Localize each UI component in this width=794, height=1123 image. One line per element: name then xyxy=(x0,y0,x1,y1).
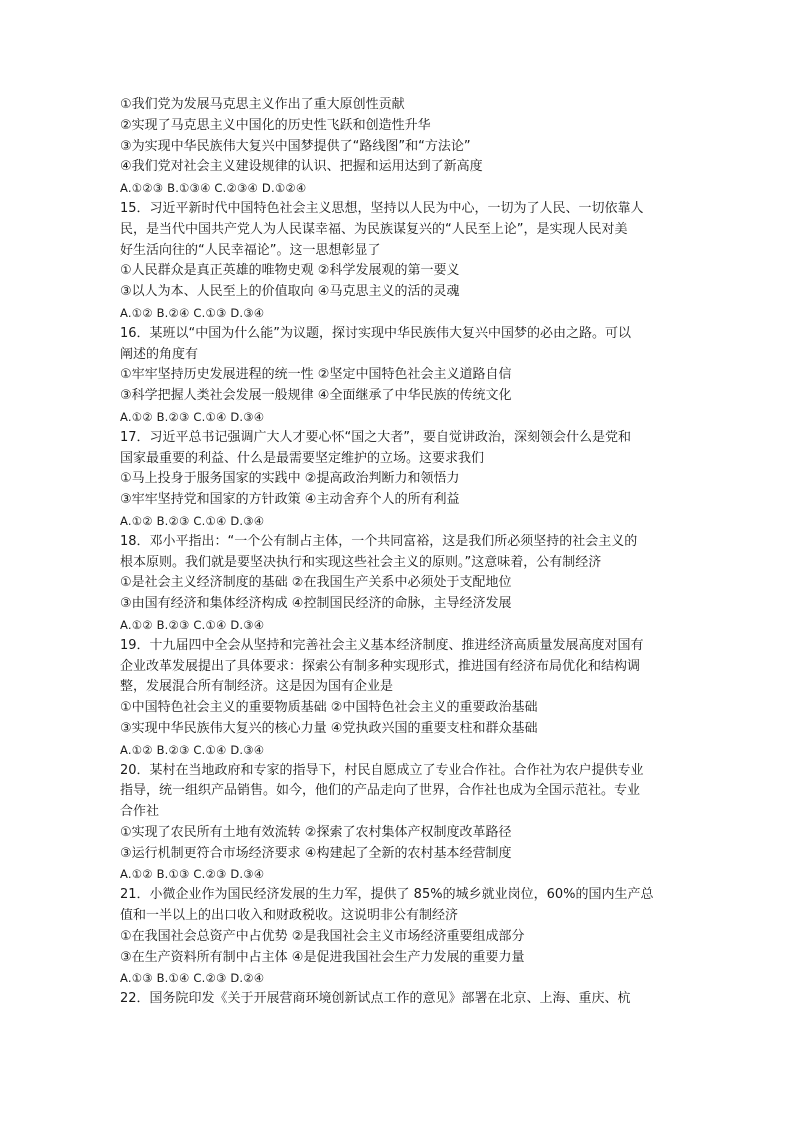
text-line: ③运行机制更符合市场经济要求 ④构建起了全新的农村基本经营制度 xyxy=(120,845,512,861)
answer-options-line: A.①② B.②③ C.①④ D.③④ xyxy=(120,409,265,424)
text-line: ①我们党为发展马克思主义作出了重大原创性贡献 xyxy=(120,97,405,112)
text-line: ③由国有经济和集体经济构成 ④控制国民经济的命脉，主导经济发展 xyxy=(120,596,512,612)
text-line: 国家最重要的利益、什么是最需要坚定维护的立场。这要求我们 xyxy=(120,450,485,466)
text-line: ③实现中华民族伟大复兴的核心力量 ④党执政兴国的重要支柱和群众基础 xyxy=(120,720,538,736)
text-line: ③在生产资料所有制中占主体 ④是促进我国社会生产力发展的重要力量 xyxy=(120,949,525,965)
text-line: 20．某村在当地政府和专家的指导下，村民自愿成立了专业合作社。合作社为农户提供专业 xyxy=(120,762,644,778)
answer-options-line: A.①② B.①③ C.②③ D.③④ xyxy=(120,867,265,882)
text-line: 22．国务院印发《关于开展营商环境创新试点工作的意见》部署在北京、上海、重庆、杭 xyxy=(120,991,631,1007)
text-line: ③为实现中华民族伟大复兴中国梦提供了“路线图”和“方法论” xyxy=(120,138,471,154)
text-line: ④我们党对社会主义建设规律的认识、把握和运用达到了新高度 xyxy=(120,159,483,175)
exam-page xyxy=(120,95,680,1010)
text-line: 17．习近平总书记强调广大人才要心怀“国之大者”，要自觉讲政治，深刻领会什么是党和 xyxy=(120,429,632,445)
text-line: 15．习近平新时代中国特色社会主义思想，坚持以人民为中心，一切为了人民、一切依靠人 xyxy=(120,200,644,216)
text-line: 指导，统一组织产品销售。如今，他们的产品走向了世界，合作社也成为全国示范社。专业 xyxy=(120,783,641,799)
text-line: 企业改革发展提出了具体要求：探索公有制多种实现形式，推进国有经济布局优化和结构调 xyxy=(120,658,641,674)
text-line: 18．邓小平指出：“一个公有制占主体，一个共同富裕，这是我们所必须坚持的社会主义的 xyxy=(120,533,638,549)
text-line: ①马上投身于服务国家的实践中 ②提高政治判断力和领悟力 xyxy=(120,471,460,487)
text-line: 19．十九届四中全会从坚持和完善社会主义基本经济制度、推进经济高质量发展高度对国有 xyxy=(120,637,644,653)
text-line: ①是社会主义经济制度的基础 ②在我国生产关系中必须处于支配地位 xyxy=(120,575,512,591)
answer-options-line: A.①② B.②④ C.①③ D.③④ xyxy=(120,305,265,320)
text-line: ③科学把握人类社会发展一般规律 ④全面继承了中华民族的传统文化 xyxy=(120,388,512,404)
text-line: 整，发展混合所有制经济。这是因为国有企业是 xyxy=(120,679,394,695)
text-line: 16．某班以“中国为什么能”为议题，探讨实现中华民族伟大复兴中国梦的必由之路。可以 xyxy=(120,325,632,341)
text-line: ②实现了马克思主义中国化的历史性飞跃和创造性升华 xyxy=(120,117,431,133)
answer-options-line: A.①② B.②③ C.①④ D.③④ xyxy=(120,513,265,528)
text-line: ①中国特色社会主义的重要物质基础 ②中国特色社会主义的重要政治基础 xyxy=(120,700,538,716)
text-line: ③牢牢坚持党和国家的方针政策 ④主动舍弃个人的所有利益 xyxy=(120,492,460,508)
text-line: ①实现了农民所有土地有效流转 ②探索了农村集体产权制度改革路径 xyxy=(120,824,512,840)
text-line: ③以人为本、人民至上的价值取向 ④马克思主义的活的灵魂 xyxy=(120,284,460,300)
text-line: ①牢牢坚持历史发展进程的统一性 ②坚定中国特色社会主义道路自信 xyxy=(120,367,512,383)
answer-options-line: A.①②③ B.①③④ C.②③④ D.①②④ xyxy=(120,181,307,196)
text-line: 阐述的角度有 xyxy=(120,346,199,362)
text-line: 根本原则。我们就是要坚决执行和实现这些社会主义的原则。”这意味着，公有制经济 xyxy=(120,554,602,570)
answer-options-line: A.①③ B.①④ C.②③ D.②④ xyxy=(120,971,265,986)
text-line: ①在我国社会总资产中占优势 ②是我国社会主义市场经济重要组成部分 xyxy=(120,928,525,944)
text-line: 合作社 xyxy=(120,804,160,820)
text-line: ①人民群众是真正英雄的唯物史观 ②科学发展观的第一要义 xyxy=(120,263,460,279)
text-line: 好生活向往的“人民幸福论”。这一思想彰显了 xyxy=(120,242,381,258)
text-line: 值和一半以上的出口收入和财政税收。这说明非公有制经济 xyxy=(120,908,459,924)
text-line: 民，是当代中国共产党人为人民谋幸福、为民族谋复兴的“人民至上论”，是实现人民对美 xyxy=(120,221,628,237)
text-line: 21．小微企业作为国民经济发展的生力军，提供了 85%的城乡就业岗位，60%的国内生产总 xyxy=(120,887,654,903)
answer-options-line: A.①② B.②③ C.①④ D.③④ xyxy=(120,742,265,757)
answer-options-line: A.①② B.②③ C.①④ D.③④ xyxy=(120,617,265,632)
